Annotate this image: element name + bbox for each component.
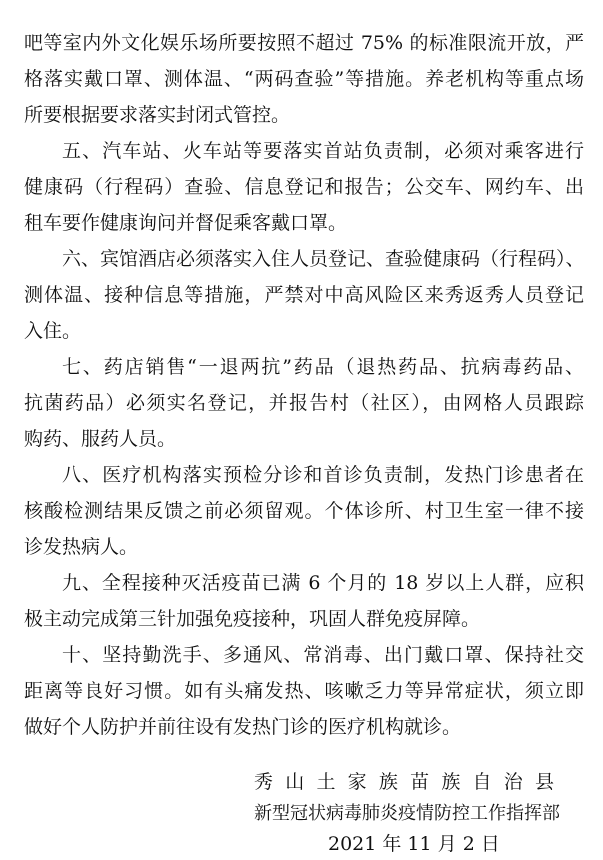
- signature-headquarters: 新型冠状病毒肺炎疫情防控工作指挥部: [254, 803, 560, 824]
- signature-organization: 秀山土家族苗族自治县: [254, 771, 554, 793]
- paragraph-line: 距离等良好习惯。如有头痛发热、咳嗽乏力等异常症状，须立即: [24, 680, 584, 702]
- paragraph-line: 所要根据要求落实封闭式管控。: [24, 104, 291, 126]
- paragraph-line: 租车要作健康询问并督促乘客戴口罩。: [24, 212, 348, 234]
- paragraph-line: 核酸检测结果反馈之前必须留观。个体诊所、村卫生室一律不接: [24, 500, 584, 522]
- paragraph-line: 六、宾馆酒店必须落实入住人员登记、查验健康码（行程码）、: [62, 248, 585, 270]
- paragraph-line: 健康码（行程码）查验、信息登记和报告；公交车、网约车、出: [24, 176, 584, 198]
- paragraph-line: 做好个人防护并前往设有发热门诊的医疗机构就诊。: [24, 716, 462, 738]
- paragraph-line: 诊发热病人。: [24, 536, 139, 558]
- paragraph-line: 极主动完成第三针加强免疫接种，巩固人群免疫屏障。: [24, 608, 481, 630]
- paragraph-line: 五、汽车站、火车站等要落实首站负责制，必须对乘客进行: [62, 140, 584, 162]
- paragraph-line: 八、医疗机构落实预检分诊和首诊负责制，发热门诊患者在: [62, 464, 584, 486]
- paragraph-line: 抗菌药品）必须实名登记，并报告村（社区），由网格人员跟踪: [24, 392, 584, 414]
- paragraph-line: 测体温、接种信息等措施，严禁对中高风险区来秀返秀人员登记: [24, 284, 584, 306]
- paragraph-line: 格落实戴口罩、测体温、“两码查验”等措施。养老机构等重点场: [24, 68, 584, 90]
- paragraph-line: 吧等室内外文化娱乐场所要按照不超过 75% 的标准限流开放，严: [24, 32, 584, 54]
- paragraph-line: 入住。: [24, 320, 82, 342]
- signature-date: 2021 年 11 月 2 日: [328, 833, 500, 855]
- paragraph-line: 购药、服药人员。: [24, 428, 177, 450]
- paragraph-line: 七、药店销售“一退两抗”药品（退热药品、抗病毒药品、: [62, 356, 584, 378]
- paragraph-line: 十、坚持勤洗手、多通风、常消毒、出门戴口罩、保持社交: [62, 644, 584, 666]
- paragraph-line: 九、全程接种灭活疫苗已满 6 个月的 18 岁以上人群，应积: [62, 572, 584, 594]
